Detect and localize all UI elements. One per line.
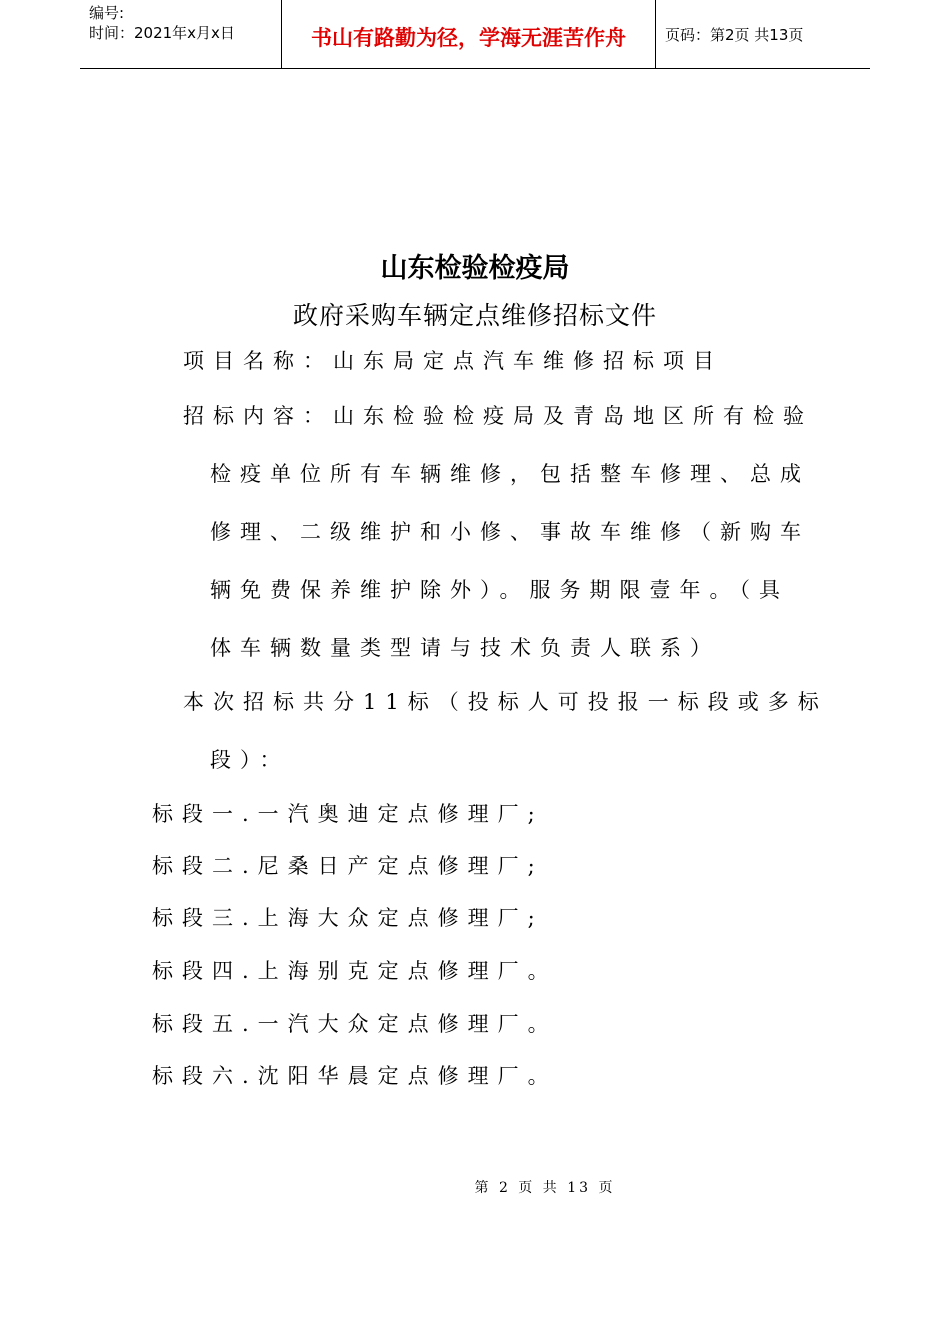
page-footer: 第 2 页 共 13 页: [474, 1180, 616, 1196]
section-item: 标段二.尼桑日产定点修理厂;: [152, 854, 544, 878]
header-motto-cell: [281, 0, 656, 68]
section-item: 标段六.沈阳华晨定点修理厂。: [152, 1064, 558, 1088]
header-page-cell: [655, 0, 870, 68]
doc-number-label: 编号:: [89, 4, 125, 22]
body-line: 本次招标共分11标（投标人可投报一标段或多标: [183, 690, 828, 714]
body-line: 段）：: [210, 748, 290, 772]
document-title: 山东检验检疫局: [380, 253, 570, 284]
document-subtitle: 政府采购车辆定点维修招标文件: [292, 301, 657, 330]
header-page-info: 页码：第2页 共13页: [665, 26, 804, 44]
body-line: 项目名称：山东局定点汽车维修招标项目: [183, 349, 723, 373]
body-line: 修理、二级维护和小修、事故车维修（新购车: [210, 520, 810, 544]
section-item: 标段三.上海大众定点修理厂;: [152, 906, 544, 930]
header-motto: 书山有路勤为径，学海无涯苦作舟: [311, 26, 626, 50]
section-item: 标段四.上海别克定点修理厂。: [152, 959, 558, 983]
page-header: [80, 0, 870, 69]
body-line: 招标内容：山东检验检疫局及青岛地区所有检验: [183, 404, 813, 428]
section-item: 标段五.一汽大众定点修理厂。: [152, 1012, 558, 1036]
doc-time-label: 时间：2021年x月x日: [89, 24, 235, 42]
body-line: 体车辆数量类型请与技术负责人联系）: [210, 636, 720, 660]
body-line: 检疫单位所有车辆维修，包括整车修理、总成: [210, 462, 810, 486]
body-line: 辆免费保养维护除外）。服务期限壹年。（具: [210, 578, 789, 602]
header-meta: [80, 0, 280, 68]
section-item: 标段一.一汽奥迪定点修理厂;: [152, 802, 544, 826]
